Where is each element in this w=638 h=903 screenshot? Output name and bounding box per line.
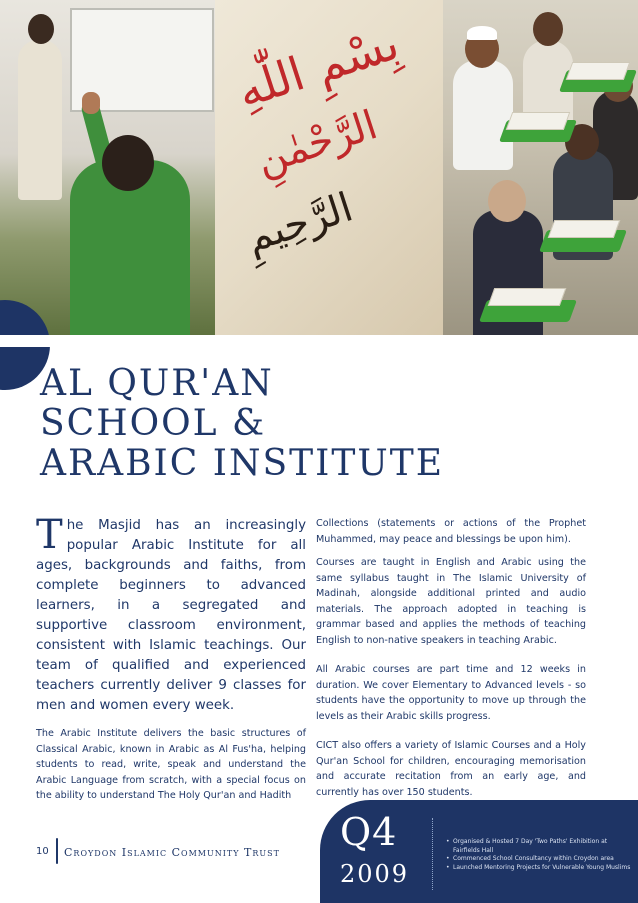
student-dark-jacket [473,210,543,342]
decorative-divider [0,335,638,347]
open-book [566,62,631,80]
title-line-2: SCHOOL & [40,403,267,444]
drop-cap: T [36,512,63,558]
calligraphy-line-1: بِسْمِ اللّٰهِ [230,15,406,119]
open-book [506,112,571,130]
intro-paragraph [36,512,306,716]
students-reading-photo [443,0,638,342]
student-head [488,180,526,222]
teacher-figure [18,40,62,200]
list-item: • Organised & Hosted 7 Day 'Two Paths' Exhibition at Fairfields Hall [446,838,631,855]
title-line-1: AL QUR'AN [40,363,274,404]
organisation-name: Croydon Islamic Community Trust [64,846,280,859]
right-column [316,516,586,814]
body-paragraph: Courses are taught in English and Arabic using the same syllabus taught in The Islamic University of Madinah, alongside additional printed and audio materials. The approach adopted in teaching is grammar based and applies the methods of teaching English to non-native speakers in teaching Arabic. [316,557,586,646]
student-head [102,135,154,191]
open-book [488,288,567,306]
body-paragraph: CICT also offers a variety of Islamic Courses and a Holy Qur'an School for children, encouraging memorisation and accurate recitation from an early age, and currently has over 150 students. [316,740,586,798]
body-paragraph: Collections (statements or actions of the Prophet Muhammed, may peace and blessings be upon him). [316,518,586,545]
calligraphy-line-3: الرَّحِيمِ [240,184,359,262]
student-white-robe [453,60,513,170]
page-title [40,364,600,484]
panel-divider [432,818,433,890]
calligraphy-line-2: الرَّحْمٰنِ [250,102,383,184]
footer-divider [56,838,58,864]
teacher-head [28,14,54,44]
quarter-label: Q4 [340,810,398,854]
title-line-3: ARABIC INSTITUTE [40,443,445,484]
body-paragraph: The Arabic Institute delivers the basic structures of Classical Arabic, known in Arabic as Al Fus'ha, helping students to read, write, speak and understand the Arabic Language from scratch, with a special focus on the ability to understand The Holy Qur'an and Hadith [36,728,306,801]
left-column [36,512,306,804]
list-item: • Launched Mentoring Projects for Vulnerable Young Muslims [446,864,631,873]
open-book [548,220,621,238]
quarter-year: 2009 [340,860,410,888]
list-item: • Commenced School Consultancy within Croydon area [446,855,631,864]
prayer-cap [467,26,497,40]
student-head [533,12,563,46]
header-photo-collage [0,0,638,342]
quran-calligraphy-photo [215,0,443,342]
highlights-list [446,838,631,872]
raised-hand [82,92,100,114]
intro-text: he Masjid has an increasingly popular Arabic Institute for all ages, backgrounds and faiths, from complete beginners to advanced learners, in a segregated and supportive classroom environment, consistent with Islamic teachings. Our team of qualified and experienced teachers currently deliver 9 classes for men and women every week. [36,518,306,713]
body-paragraph: All Arabic courses are part time and 12 weeks in duration. We cover Elementary to Advanced levels - so students have the opportunity to move up through the levels as their Arabic skills progress. [316,664,586,722]
classroom-photo [0,0,215,342]
page-number: 10 [36,846,49,857]
